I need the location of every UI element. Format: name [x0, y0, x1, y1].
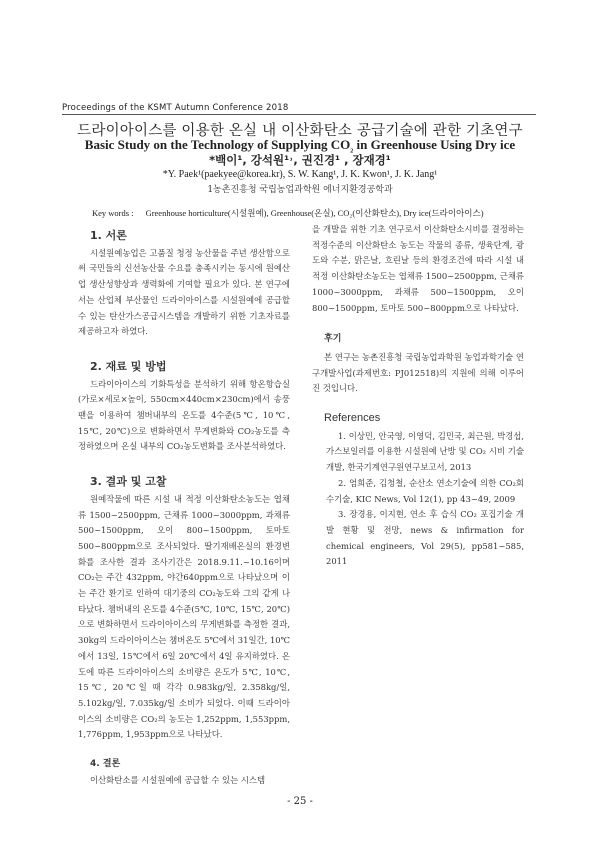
reference-item: 2. 엄희준, 김청철, 순산소 연소기술에 의한 CO₂회수기술, KIC News, Vol 12(1), pp 43~49, 2009: [326, 477, 524, 504]
results-heading: 3. 결과 및 고찰: [90, 475, 167, 489]
proceedings-header: Proceedings of the KSMT Autumn Conference 2018: [62, 103, 289, 113]
title-english: [0, 137, 600, 153]
title-english-part-a: Basic Study on the Technology of Supplying CO: [84, 137, 351, 152]
keywords-label: Key words :: [92, 208, 134, 218]
references-heading: References: [324, 412, 381, 425]
page-number: - 25 -: [287, 796, 313, 807]
conclusion-text-right: 을 개발을 위한 기초 연구로서 이산화탄소시비를 결정하는 적정수준의 이산화탄소 농도는 작물의 종류, 생육단계, 광도와 수분, 맑은날, 흐린날 등의 환경조건에 따라 시설 내 적정 이산화탄소농도는 엽채류 1500~2500ppm, 근채류 1000~3000ppm, 과채류 500~1500ppm, 오이 800~1500ppm, 토마토 500~800ppm으로 나타났다.: [312, 224, 524, 313]
results-text: 원예작물에 따른 시설 내 적정 이산화탄소농도는 엽채류 1500~2500ppm, 근채류 1000~3000ppm, 과채류 500~1500ppm, 오이 800~1500ppm, 토마토 500~800ppm으로 조사되었다. 딸기재배온실의 환경변화를 조사한 결과 조사기간은 2018.9.11.~10.16이며 CO₂는 주간 432ppm, 야간640ppm으로 나타났으며 이는 주간 환기로 인하여 대기중의 CO₂농도와 그의 같게 나타났다. 챔버내의 온도를 4수준(5℃, 10℃, 15℃, 20℃)으로 변화하면서 드라이아이스의 무게변화를 측정한 결과, 30kg의 드라이아이스는 챔버온도 5℃에서 31일간, 10℃에서 13일, 15℃에서 6일 20℃에서 4일 유지하였다. 온도에 따른 드라이아이스의 소비량은 온도가 5℃, 10℃, 15℃, 20℃일 때 각각 0.983kg/일, 2.358kg/일, 5.102kg/일, 7.035kg/일 소비가 되었다. 이때 드라이아이스의 소비량은 CO₂의 농도는 1,252ppm, 1,553ppm, 1,776ppm, 1,953ppm으로 나타났다.: [78, 493, 290, 740]
title-english-part-b: in Greenhouse Using Dry ice: [353, 137, 516, 152]
authors-english: *Y. Paek¹(paekyee@korea.kr), S. W. Kang¹, J. K. Kwon¹, J. K. Jang¹: [162, 169, 438, 180]
authors-korean: *백이¹, 강석원¹˒, 권진경¹ , 장재경¹: [209, 153, 391, 167]
methods-text: 드라이아이스의 기화특성을 분석하기 위해 항온항습실 (가로×세로×높이, 550cm×440cm×230cm)에서 송풍팬을 이용하여 챔버내부의 온도를 4수준(5℃, 10℃, 15℃, 20℃)으로 변화하면서 무게변화와 CO₂농도를 측정하였으며 온실 내부의 CO₂농도변화를 조사분석하였다.: [78, 378, 290, 452]
right-column: [312, 222, 524, 570]
title-english-subscript: 2: [350, 148, 354, 155]
affiliation: 1농촌진흥청 국립농업과학원 에너지환경공학과: [207, 185, 393, 195]
acknowledgement-heading: 후기: [324, 334, 342, 345]
intro-heading: 1. 서론: [90, 229, 127, 242]
keywords: [92, 207, 484, 219]
left-column: [78, 228, 290, 789]
conclusion-text-left: 이산화탄소를 시설원예에 공급할 수 있는 시스템: [90, 774, 266, 785]
reference-item: 3. 장경용, 이지현, 연소 후 습식 CO₂ 포집기술 개발 현황 및 전망, news & infirmation for chemical engineers, Vol 29(5), pp581~585, 2011: [326, 509, 524, 567]
title-korean: 드라이아이스를 이용한 온실 내 이산화탄소 공급기술에 관한 기초연구: [77, 123, 523, 139]
keywords-text: Greenhouse horticulture(시설원예), Greenhouse(온실), CO₂(이산화탄소), Dry ice(드라이아이스): [145, 208, 484, 218]
methods-heading: 2. 재료 및 방법: [90, 359, 167, 373]
header-rule: [62, 114, 536, 115]
acknowledgement-text: 본 연구는 농촌진흥청 국립농업과학원 농업과학기술 연구개발사업(과제번호: PJ012518)의 지원에 의해 이루어진 것입니다.: [312, 351, 524, 394]
intro-text: 시설원예농업은 고품질 청정 농산물을 주년 생산함으로써 국민들의 신선농산물 수요를 충족시키는 동시에 원예산업 생산성향상과 생력화에 기여할 필요가 있다. 본 연구에서는 산업체 부산물인 드라이아이스를 시설원예에 공급할 수 있는 탄산가스공급시스템을 개발하기 위한 기초자료를 제공하고자 하였다.: [78, 247, 290, 337]
reference-item: 1. 이상민, 안국영, 이영덕, 김민국, 최근원, 박경섭, 가스보일러를 이용한 시설원예 난방 및 CO₂ 시비 기술 개발, 한국기계연구원연구보고서, 2013: [326, 430, 524, 473]
conclusion-heading: 4. 결론: [90, 759, 121, 770]
